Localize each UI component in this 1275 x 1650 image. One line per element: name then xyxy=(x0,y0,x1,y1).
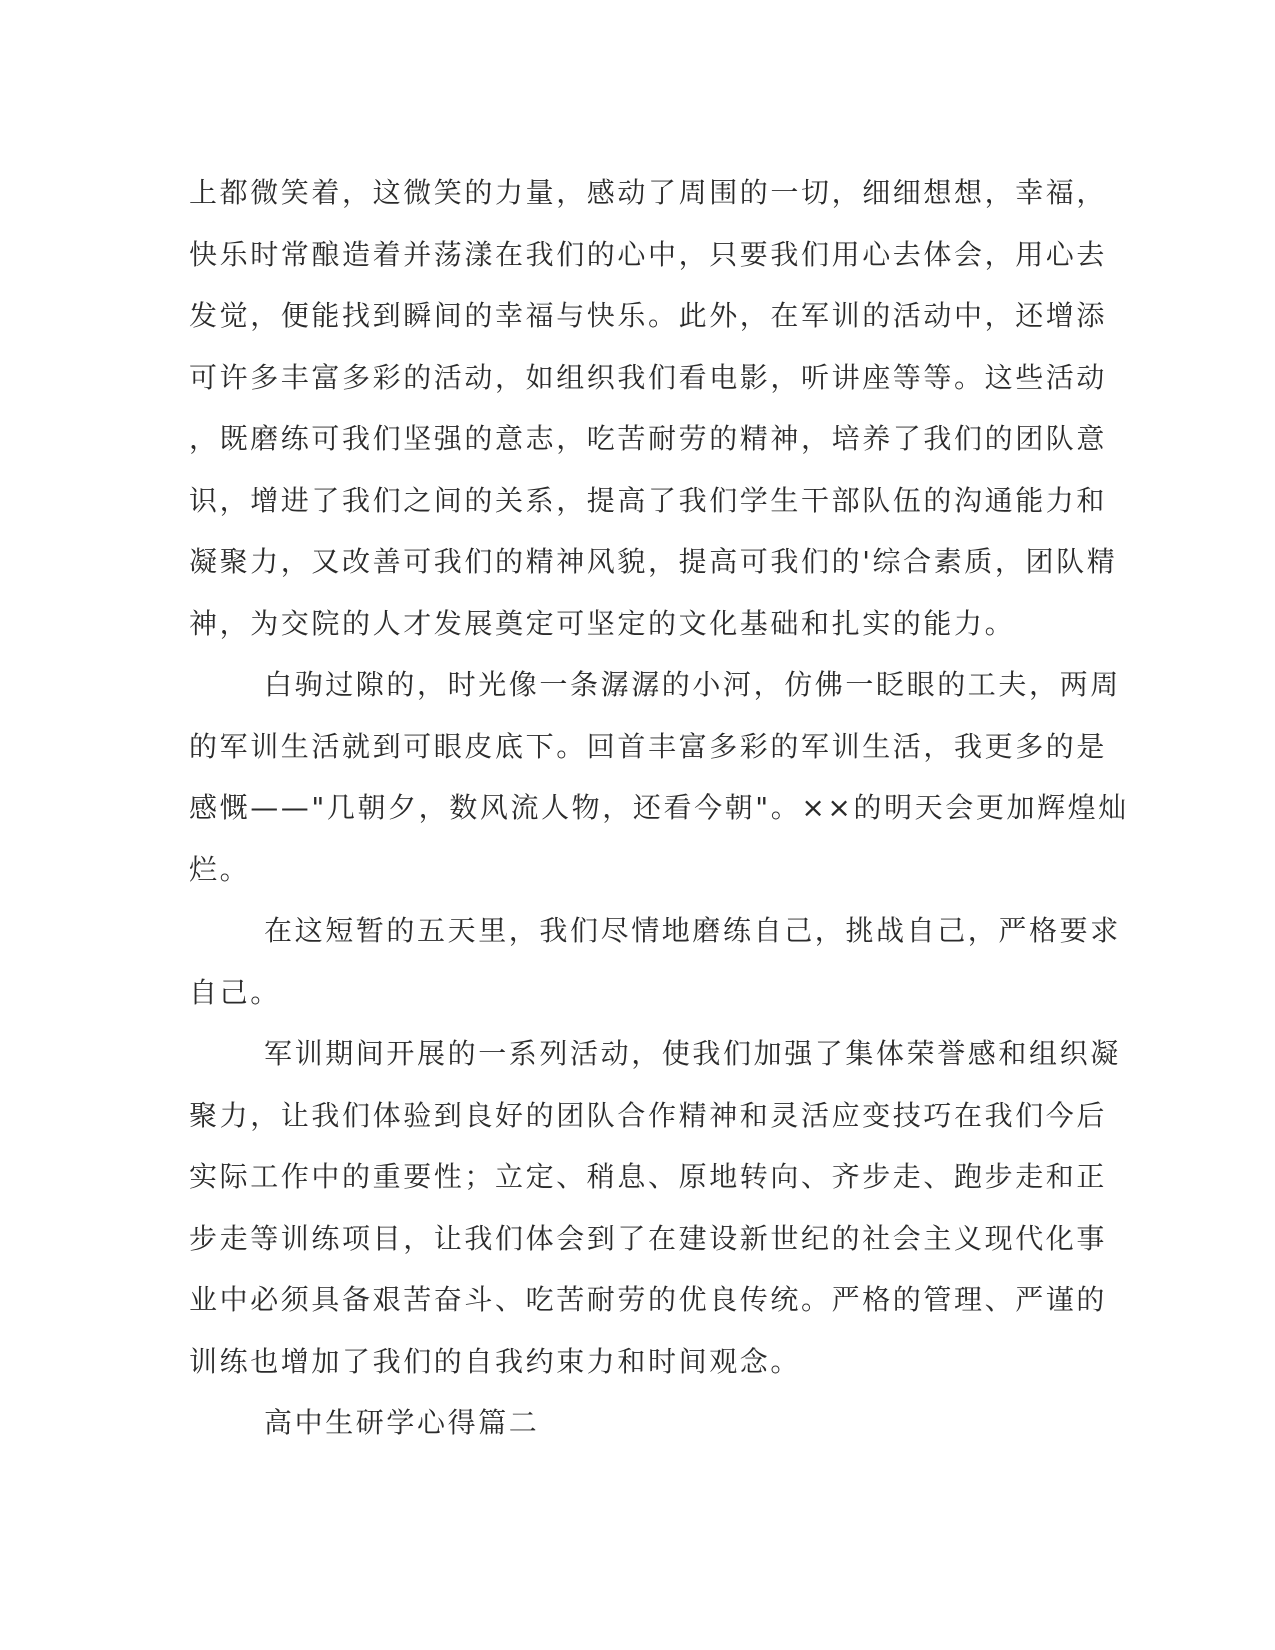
paragraph-line: 神，为交院的人才发展奠定可坚定的文化基础和扎实的能力。 xyxy=(189,606,1016,640)
paragraph-line: 可许多丰富多彩的活动，如组织我们看电影，听讲座等等。这些活动 xyxy=(189,360,1108,394)
paragraph-3 xyxy=(189,900,1121,1023)
paragraph-line: 步走等训练项目，让我们体会到了在建设新世纪的社会主义现代化事 xyxy=(189,1221,1108,1255)
paragraph-line: ，既磨练可我们坚强的意志，吃苦耐劳的精神，培养了我们的团队意 xyxy=(189,422,1108,455)
paragraph-line: 识，增进了我们之间的关系，提高了我们学生干部队伍的沟通能力和 xyxy=(189,483,1108,517)
paragraph-line: 军训期间开展的一系列活动，使我们加强了集体荣誉感和组织凝 xyxy=(264,1037,1121,1070)
paragraph-4 xyxy=(189,1023,1121,1392)
paragraph-1 xyxy=(189,162,1118,654)
paragraph-line: 的军训生活就到可眼皮底下。回首丰富多彩的军训生活，我更多的是 xyxy=(189,729,1108,763)
paragraph-line: 白驹过隙的，时光像一条潺潺的小河，仿佛一眨眼的工夫，两周 xyxy=(264,668,1121,701)
paragraph-2 xyxy=(189,654,1129,900)
paragraph-line: 在这短暂的五天里，我们尽情地磨练自己，挑战自己，严格要求 xyxy=(264,914,1121,947)
paragraph-line: 凝聚力，又改善可我们的精神风貌，提高可我们的'综合素质，团队精 xyxy=(189,545,1118,578)
paragraph-line: 聚力，让我们体验到良好的团队合作精神和灵活应变技巧在我们今后 xyxy=(189,1098,1108,1132)
section-heading: 高中生研学心得篇二 xyxy=(264,1406,540,1439)
paragraph-line: 训练也增加了我们的自我约束力和时间观念。 xyxy=(189,1344,802,1378)
paragraph-line: 上都微笑着，这微笑的力量，感动了周围的一切，细细想想，幸福， xyxy=(189,176,1108,209)
document-body xyxy=(189,162,1129,1454)
paragraph-line: 感慨——"几朝夕，数风流人物，还看今朝"。××的明天会更加辉煌灿 xyxy=(189,791,1129,824)
paragraph-line: 实际工作中的重要性；立定、稍息、原地转向、齐步走、跑步走和正 xyxy=(189,1160,1108,1193)
paragraph-line: 业中必须具备艰苦奋斗、吃苦耐劳的优良传统。严格的管理、严谨的 xyxy=(189,1283,1108,1316)
paragraph-line: 自己。 xyxy=(189,975,281,1009)
paragraph-line: 烂。 xyxy=(189,852,251,886)
paragraph-line: 快乐时常酿造着并荡漾在我们的心中，只要我们用心去体会，用心去 xyxy=(189,237,1108,271)
paragraph-line: 发觉，便能找到瞬间的幸福与快乐。此外，在军训的活动中，还增添 xyxy=(189,299,1108,332)
